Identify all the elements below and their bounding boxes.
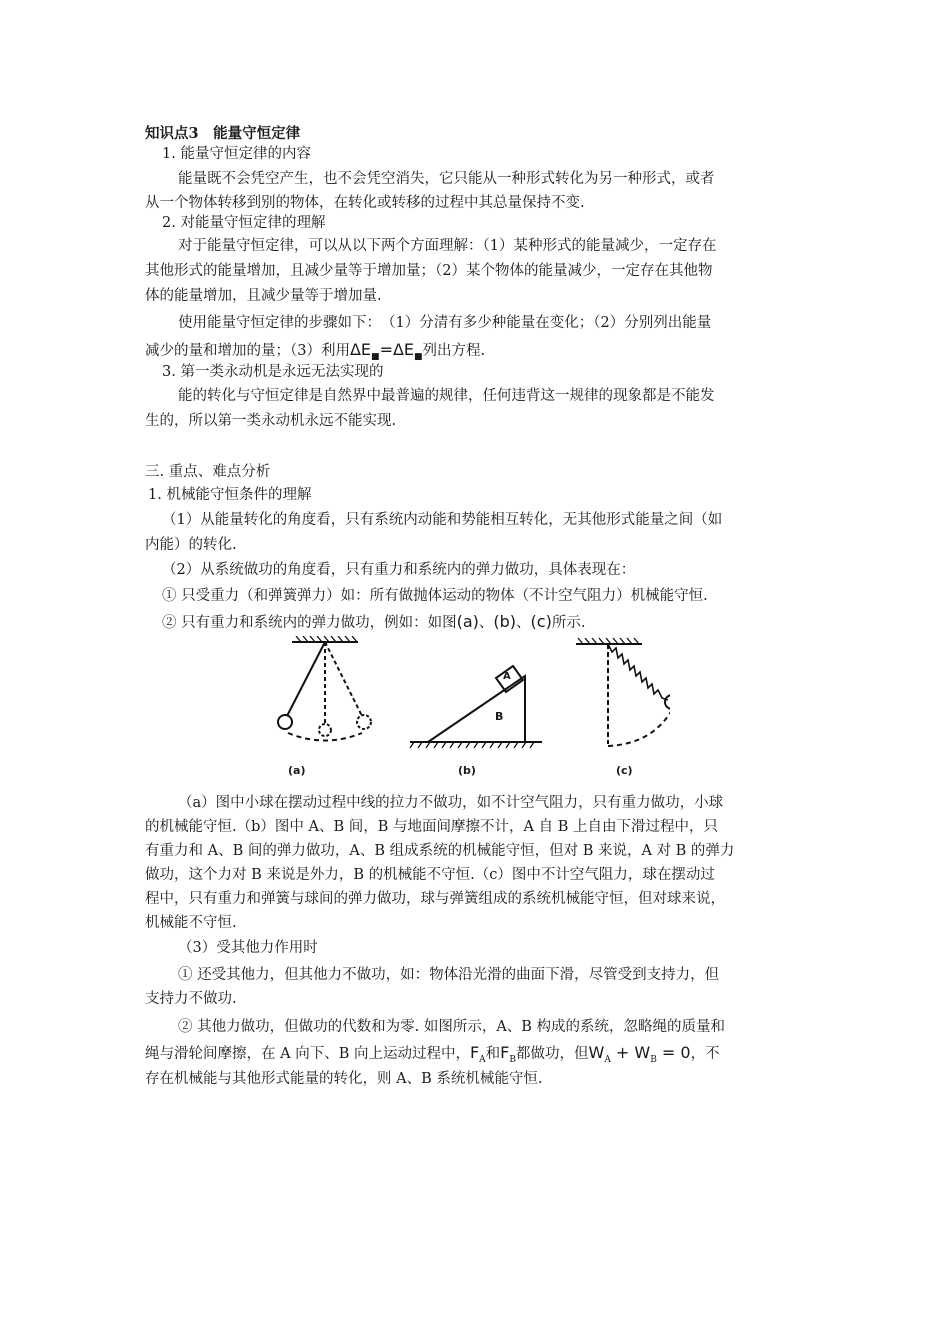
subscript-A: A bbox=[604, 1054, 611, 1065]
force-B-symbol: F bbox=[500, 1043, 510, 1062]
wedge-B bbox=[428, 676, 525, 742]
caption-a: (a) bbox=[288, 764, 306, 777]
paragraph-line: 的机械能守恒.（b）图中 A、B 间，B 与地面间摩擦不计，A 自 B 上自由下滑过程中，只 bbox=[145, 819, 718, 835]
caption-c: (c) bbox=[616, 764, 633, 777]
spring bbox=[608, 644, 668, 700]
caption-b: (b) bbox=[458, 764, 476, 777]
paragraph-line: 从一个物体转移到别的物体，在转化或转移的过程中其总量保持不变. bbox=[145, 195, 585, 211]
subscript-A: A bbox=[479, 1054, 486, 1065]
paragraph-line: 生的，所以第一类永动机永远不能实现. bbox=[145, 413, 397, 429]
paragraph-line: ② 其他力做功，但做功的代数和为零. 如图所示，A、B 构成的系统，忽略绳的质量和 bbox=[178, 1019, 726, 1035]
text-run: 减少的量和增加的量；（3）利用 bbox=[145, 343, 350, 359]
heading-3: 3. 第一类永动机是永远无法实现的 bbox=[162, 364, 384, 380]
force-A-symbol: F bbox=[469, 1043, 480, 1062]
heading-mechanical: 1. 机械能守恒条件的理解 bbox=[148, 487, 312, 503]
paragraph-line: ① 还受其他力，但其他力不做功，如：物体沿光滑的曲面下滑，尽管受到支持力，但 bbox=[178, 967, 720, 983]
pendulum-ball bbox=[278, 715, 292, 729]
paragraph-line: 对于能量守恒定律，可以从以下两个方面理解：（1）某种形式的能量减少，一定存在 bbox=[178, 238, 717, 254]
text-run: 绳与滑轮间摩擦，在 A 向下、B 向上运动过程中， bbox=[145, 1046, 470, 1062]
paragraph-line: 能量既不会凭空产生，也不会凭空消失，它只能从一种形式转化为另一种形式，或者 bbox=[178, 171, 715, 187]
work-B-symbol: W bbox=[634, 1043, 651, 1062]
section-title-part3: 三. 重点、难点分析 bbox=[145, 464, 271, 480]
paragraph-line: 体的能量增加，且减少量等于增加量. bbox=[145, 288, 382, 304]
paragraph-line: ① 只受重力（和弹簧弹力）如：所有做抛体运动的物体（不计空气阻力）机械能守恒. bbox=[162, 588, 708, 604]
paragraph-line: 使用能量守恒定律的步骤如下： （1）分清有多少种能量在变化；（2）分别列出能量 bbox=[178, 315, 712, 331]
subscript-B: B bbox=[509, 1054, 516, 1065]
paragraph-line: 能的转化与守恒定律是自然界中最普遍的规律，任何违背这一规律的现象都是不能发 bbox=[178, 388, 715, 404]
separator: 、 bbox=[478, 615, 494, 631]
fig-ref-b: (b) bbox=[493, 612, 517, 631]
separator: 、 bbox=[516, 615, 531, 631]
paragraph-line: （3）受其他力作用时 bbox=[178, 940, 318, 956]
energy-increase-formula: ΔE bbox=[392, 340, 415, 359]
text-run: 和 bbox=[485, 1046, 501, 1062]
paragraph-line: 其他形式的能量增加，且减少量等于增加量；（2）某个物体的能量减少，一定存在其他物 bbox=[145, 263, 713, 279]
subscript-B: B bbox=[650, 1054, 657, 1065]
paragraph-line: 有重力和 A、B 间的弹力做功，A、B 组成系统的机械能守恒，但对 B 来说，A 对 B 的弹力 bbox=[145, 843, 735, 859]
spring-ball bbox=[665, 695, 670, 709]
section-title-kp3: 知识点3 能量守恒定律 bbox=[145, 125, 301, 142]
energy-decrease-formula: ΔE bbox=[349, 340, 372, 359]
plus-sign: + bbox=[610, 1043, 635, 1062]
subscript-mark: ■ bbox=[414, 351, 423, 362]
heading-1: 1. 能量守恒定律的内容 bbox=[162, 146, 311, 162]
heading-2: 2. 对能量守恒定律的理解 bbox=[162, 215, 326, 231]
paragraph-line: 存在机械能与其他形式能量的转化，则 A、B 系统机械能守恒. bbox=[145, 1071, 543, 1087]
text-run: 列出方程. bbox=[422, 343, 486, 359]
subscript-mark: ■ bbox=[371, 351, 380, 362]
paragraph-line: 机械能不守恒. bbox=[145, 915, 237, 931]
label-A: A bbox=[503, 671, 511, 682]
paragraph-line: 做功，这个力对 B 来说是外力，B 的机械能不守恒.（c）图中不计空气阻力，球在摆动过 bbox=[145, 867, 715, 883]
label-B: B bbox=[495, 710, 504, 723]
paragraph-line bbox=[162, 612, 585, 633]
work-A-symbol: W bbox=[588, 1043, 605, 1062]
text-run: 所示. bbox=[551, 615, 586, 631]
paragraph-line: 内能）的转化. bbox=[145, 537, 237, 553]
fig-ref-a: (a) bbox=[456, 612, 479, 631]
paragraph-line: （1）从能量转化的角度看，只有系统内动能和势能相互转化，无其他形式能量之间（如 bbox=[162, 512, 723, 528]
fig-ref-c: (c) bbox=[530, 612, 552, 631]
pendulum-string bbox=[287, 642, 325, 716]
paragraph-line: （a）图中小球在摆动过程中线的拉力不做功，如不计空气阻力，只有重力做功，小球 bbox=[178, 795, 724, 811]
text-run: ，不 bbox=[690, 1046, 720, 1062]
text-run: 都做功，但 bbox=[515, 1046, 589, 1062]
equals-zero: = 0 bbox=[656, 1043, 691, 1062]
physics-figure bbox=[270, 636, 670, 786]
paragraph-line bbox=[145, 1043, 720, 1070]
paragraph-line: 支持力不做功. bbox=[145, 991, 237, 1007]
paragraph-line: （2）从系统做功的角度看，只有重力和系统内的弹力做功，具体表现在： bbox=[162, 562, 636, 578]
text-run: ② 只有重力和系统内的弹力做功，例如：如图 bbox=[162, 615, 457, 631]
paragraph-line: 程中，只有重力和弹簧与球间的弹力做功，球与弹簧组成的系统机械能守恒，但对球来说， bbox=[145, 891, 725, 907]
equals-sign: = bbox=[379, 340, 393, 359]
